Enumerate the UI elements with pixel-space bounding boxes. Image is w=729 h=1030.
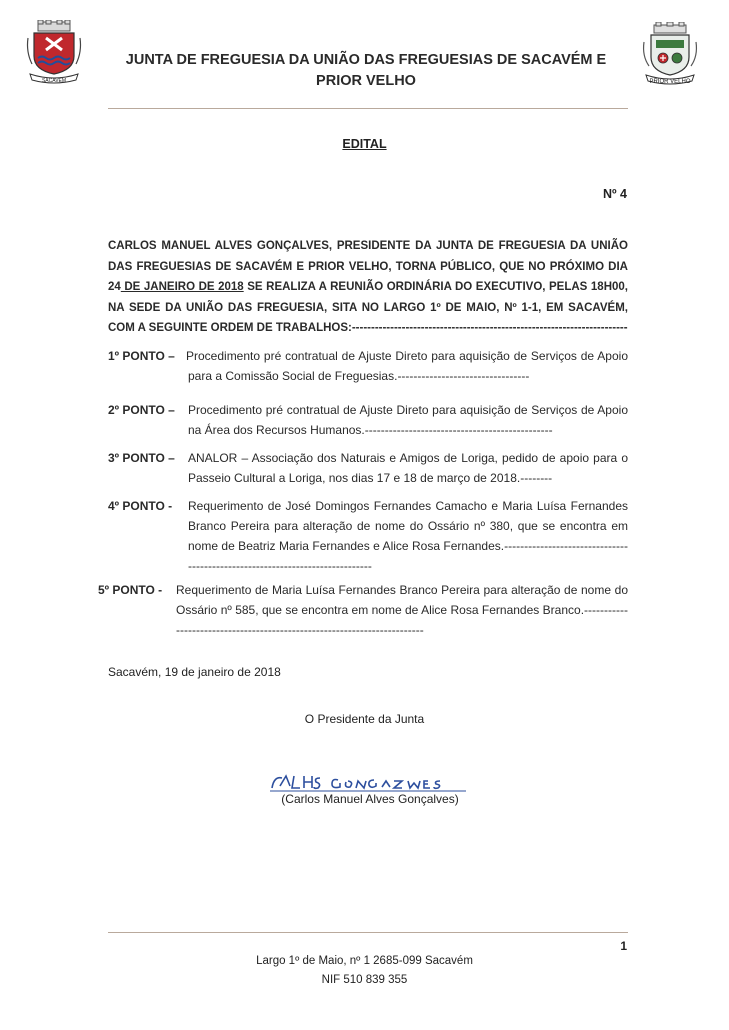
point-label: 2º PONTO – [108,403,175,417]
point-text: Requerimento de Maria Luísa Fernandes Branco Pereira para alteração de nome do Ossário nº 585, que se encontra em nome de Alice Rosa Fernandes Branco.------------------------------------------------------------------------- [176,583,628,637]
point-label: 4º PONTO - [108,499,173,513]
point-text: ANALOR – Associação dos Naturais e Amigos de Loriga, pedido de apoio para o Passeio Cultural a Loriga, nos dias 17 e 18 de março de 2018.-------- [188,451,628,485]
point-text: Procedimento pré contratual de Ajuste Direto para aquisição de Serviços de Apoio na Área dos Recursos Humanos.----------------------------------------------- [188,403,628,437]
handwritten-signature [268,770,468,794]
organization-title: JUNTA DE FREGUESIA DA UNIÃO DAS FREGUESIAS DE SACAVÉM E PRIOR VELHO [125,52,607,89]
footer-divider [108,932,628,933]
intro-part-1: CARLOS MANUEL ALVES GONÇALVES, PRESIDENTE DA JUNTA DE FREGUESIA DA UNIÃO DAS FREGUESIAS DE SACAVÉM E PRIOR VELHO, TORNA PÚBLICO, QUE NO PRÓXIMO DIA 24 [108,240,628,293]
sacavem-crest-label: SACAVÉM [41,78,67,84]
edital-number: Nº 4 [602,187,627,201]
point-label: 3º PONTO – [108,451,175,465]
signer-name: (Carlos Manuel Alves Gonçalves) [281,792,459,806]
meeting-date-underlined: DE JANEIRO DE 2018 [120,281,244,293]
point-text: Procedimento pré contratual de Ajuste Direto para aquisição de Serviços de Apoio para a Comissão Social de Freguesias.--------------------------------- [186,349,628,383]
point-label: 1º PONTO – [108,349,175,363]
document-heading: EDITAL [342,137,387,151]
prior-velho-crest-label: PRIOR VELHO [649,79,691,85]
point-text: Requerimento de José Domingos Fernandes Camacho e Maria Luísa Fernandes Branco Pereira para alteração de nome do Ossário nº 380, que se encontra em nome de Beatriz Maria Fernandes e Alice Rosa Fernandes.----------------------------------------------------------------------------- [188,499,628,573]
page-number: 1 [620,939,627,953]
footer-nif: NIF 510 839 355 [321,974,408,986]
intro-paragraph [108,236,628,339]
header-divider [108,108,628,109]
prior-velho-coat-of-arms [640,22,700,86]
sacavem-coat-of-arms [24,20,84,84]
president-title: O Presidente da Junta [304,712,425,726]
footer-address: Largo 1º de Maio, nº 1 2685-099 Sacavém [256,955,473,967]
document-date: Sacavém, 19 de janeiro de 2018 [108,665,281,679]
intro-part-2: SE REALIZA A REUNIÃO ORDINÁRIA DO EXECUTIVO, PELAS 18H00, NA SEDE DA UNIÃO DAS FREGUESIA, SITA NO LARGO 1º DE MAIO, Nº 1-1, EM SACAVÉM, COM A SEGUINTE ORDEM DE TRABALHOS:------------------------------------------------------------------------ [108,281,628,334]
point-label: 5º PONTO - [98,583,163,597]
